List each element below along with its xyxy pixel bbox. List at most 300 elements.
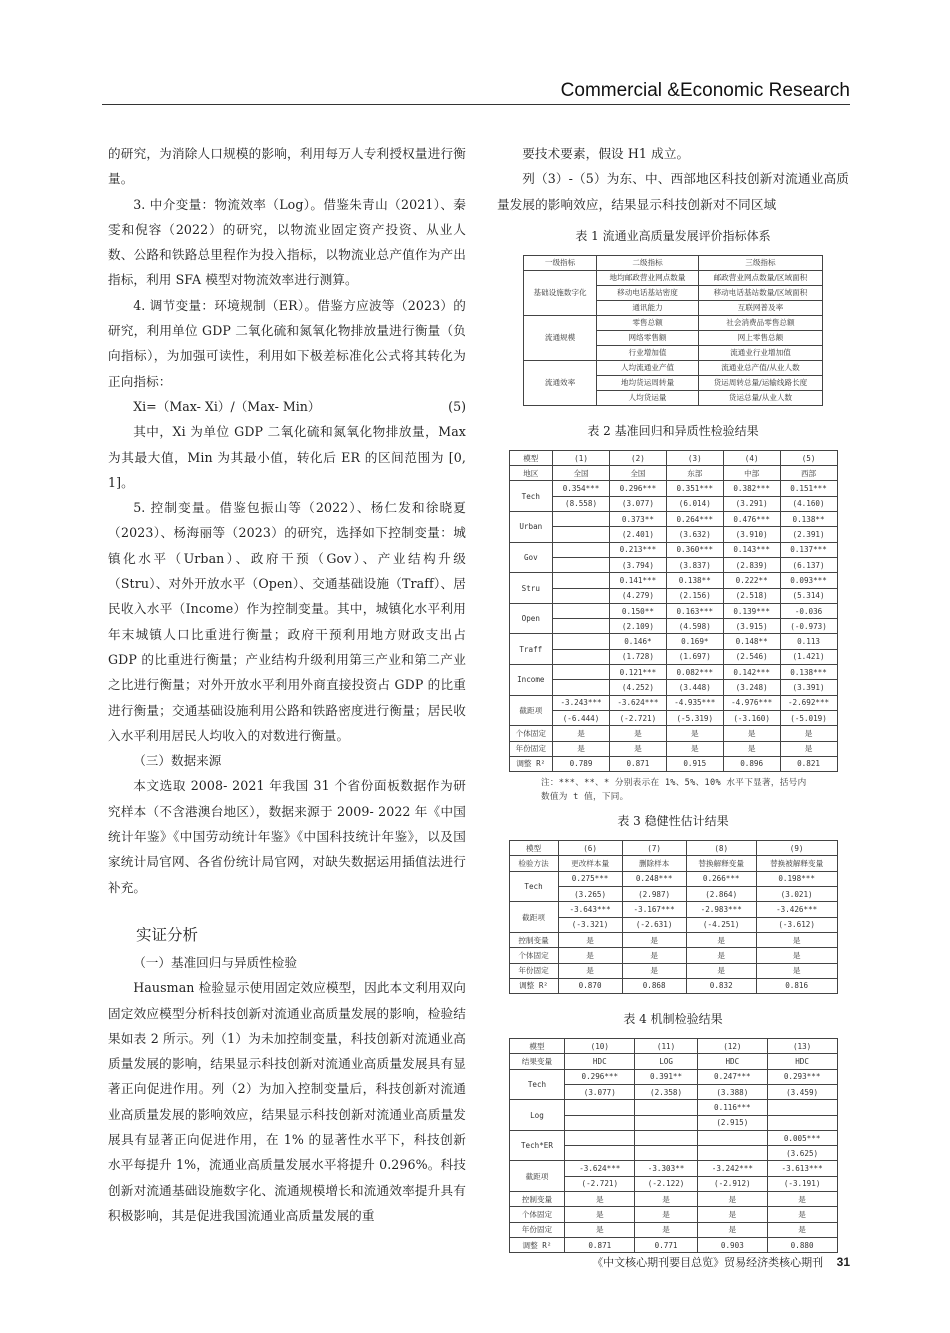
table-cell: 零售总额 [597,315,699,330]
table-cell: -3.624*** [609,695,666,710]
table-row [509,665,837,680]
table-cell [553,512,610,527]
table-cell: (3.391) [780,680,837,695]
table-cell: (-2.721) [565,1176,635,1191]
table-cell: 个体固定 [509,1207,565,1222]
table-cell: Tech*ER [509,1130,565,1161]
table-row [509,1222,837,1237]
formula-number: (5) [448,398,466,414]
table-cell [553,557,610,572]
table-row [524,270,823,285]
table-cell: 是 [609,741,666,756]
table-cell: 个体固定 [509,726,553,741]
table-cell: 是 [767,1222,837,1237]
table-cell: (3.459) [767,1084,837,1099]
table-cell: 是 [666,726,723,741]
table-row [509,573,837,588]
table-cell: 是 [780,726,837,741]
table-row [524,255,823,270]
table-row [509,1161,837,1176]
footer-text: 《中文核心期刊要目总览》贸易经济类核心期刊 [592,1256,824,1269]
table-cell: 0.360*** [666,542,723,557]
table-cell: HDC [565,1054,635,1069]
table-row [509,948,837,963]
table-cell: 流通规模 [524,315,597,360]
table-cell: 全国 [609,466,666,481]
table-cell: 邮政营业网点数量/区域面积 [698,270,822,285]
table-row [509,963,837,978]
table-cell: 是 [553,741,610,756]
table-cell: 是 [635,1207,698,1222]
table-cell: (6) [558,841,622,856]
table-cell: 地均货运周转量 [597,375,699,390]
table-cell: (1) [553,450,610,465]
paragraph: 要技术要素，假设 H1 成立。 [522,146,690,161]
table-row [509,856,837,871]
table-cell: (-2.912) [697,1176,767,1191]
table-cell: 是 [686,932,756,947]
table-cell [697,1146,767,1161]
table-cell: 0.113 [780,634,837,649]
table-cell: 互联网普及率 [698,300,822,315]
table-cell: 0.296*** [565,1069,635,1084]
table-cell: Stru [509,573,553,604]
table-cell: (-3.160) [723,710,780,725]
table-cell: 控制变量 [509,1192,565,1207]
table-cell: -3.303** [635,1161,698,1176]
table-cell: (2.401) [609,527,666,542]
table-cell: 调整 R² [509,756,553,771]
table-cell: 控制变量 [509,932,558,947]
table-cell: (-2.631) [622,917,686,932]
table-cell: LOG [635,1054,698,1069]
paragraph: 3. 中介变量：物流效率（Log）。借鉴朱青山（2021）、秦雯和倪容（2022）的研究，以物流业固定资产投资、从业人数、公路和铁路总里程作为投入指标，以物流业总产值作为产出指标，利用 SFA 模型对物流效率进行测算。 [108,196,466,288]
table4 [509,1038,838,1253]
table-cell: 网上零售总额 [698,330,822,345]
table-cell [553,603,610,618]
table-cell: 是 [767,1192,837,1207]
table-cell: -3.243*** [553,695,610,710]
journal-header: Commercial &Economic Research [560,80,850,101]
table-cell: 删除样本 [622,856,686,871]
table-cell: (3.915) [723,619,780,634]
table-cell: 0.771 [635,1237,698,1252]
table-cell: 0.169* [666,634,723,649]
table-cell: (3.910) [723,527,780,542]
table-cell: (2.987) [622,887,686,902]
table-cell: 是 [565,1192,635,1207]
table-cell: 是 [723,741,780,756]
table-cell: 是 [697,1222,767,1237]
table-cell: 0.139*** [723,603,780,618]
table2-note: 数值为 t 值，下同。 [541,792,629,803]
table-cell: (1.728) [609,649,666,664]
table-cell: Traff [509,634,553,665]
table-row [509,1069,837,1084]
table-cell: 人均流通业产值 [597,360,699,375]
table-cell: 调整 R² [509,978,558,993]
table-cell: 年份固定 [509,741,553,756]
table-row [509,649,837,664]
table-row [509,557,837,572]
table-cell: (11) [635,1039,698,1054]
table-cell: (3.625) [767,1146,837,1161]
table-cell: 0.870 [558,978,622,993]
table2 [509,450,838,772]
header-rule [102,104,850,105]
table4-caption: 表 4 机制检验结果 [623,1012,723,1027]
table-row [509,756,837,771]
table-cell: 0.391** [635,1069,698,1084]
table-cell: Income [509,665,553,696]
table-cell: (2.358) [635,1084,698,1099]
table3-caption: 表 3 稳健性估计结果 [617,814,729,829]
table-cell: 截距项 [509,902,558,933]
table-cell: (1.697) [666,649,723,664]
table-cell: 个体固定 [509,948,558,963]
table2-caption: 表 2 基准回归和异质性检验结果 [587,423,759,438]
table-cell: -3.167*** [622,902,686,917]
table-cell: 东部 [666,466,723,481]
table-cell: 0.213*** [609,542,666,557]
table1-caption: 表 1 流通业高质量发展评价指标体系 [575,228,771,243]
table-cell: 0.151*** [780,481,837,496]
table-cell: 0.137*** [780,542,837,557]
formula [108,394,466,419]
table-cell: 0.248*** [622,871,686,886]
table-cell: Tech [509,871,558,902]
table-cell: 年份固定 [509,963,558,978]
table-cell: 截距项 [509,1161,565,1192]
table-cell: HDC [697,1054,767,1069]
table-cell: 一级指标 [524,255,597,270]
table-cell: (2.391) [780,527,837,542]
table-cell: (8) [686,841,756,856]
table-cell: -3.242*** [697,1161,767,1176]
table-cell: 更改样本量 [558,856,622,871]
table-cell: 是 [723,726,780,741]
table-cell: 0.832 [686,978,756,993]
table-row [509,841,837,856]
table-cell: 中部 [723,466,780,481]
table-row [509,932,837,947]
table-cell: 是 [697,1207,767,1222]
table-cell: 是 [558,963,622,978]
table-row [509,542,837,557]
table-cell: 0.354*** [553,481,610,496]
table-cell: HDC [767,1054,837,1069]
table-cell [553,588,610,603]
table-cell: 0.247*** [697,1069,767,1084]
table-cell: 是 [697,1192,767,1207]
table-cell: (12) [697,1039,767,1054]
table-cell: (-2.721) [609,710,666,725]
section-title: 实证分析 [136,925,199,944]
table-cell: 是 [609,726,666,741]
table-cell: 0.266*** [686,871,756,886]
table-row [509,1207,837,1222]
table-cell [767,1115,837,1130]
table-cell: (4.279) [609,588,666,603]
table-cell: (2.839) [723,557,780,572]
table-row [509,496,837,511]
table-cell: 全国 [553,466,610,481]
footer [500,1254,850,1270]
table3 [509,840,838,994]
table-cell: 0.116*** [697,1100,767,1115]
table-cell: (4) [723,450,780,465]
formula-text: Xi=（Max- Xi）/（Max- Min） [133,398,321,414]
table-cell: 0.143*** [723,542,780,557]
table-cell: 模型 [509,841,558,856]
table-cell: (2.546) [723,649,780,664]
table-cell: 网络零售额 [597,330,699,345]
table-row [509,619,837,634]
table-cell: (2.518) [723,588,780,603]
table-cell: 是 [756,948,837,963]
table-cell: 0.138*** [780,665,837,680]
table-cell: 0.816 [756,978,837,993]
table-cell: -3.624*** [565,1161,635,1176]
table-cell: 0.351*** [666,481,723,496]
paragraph: 的研究，为消除人口规模的影响，利用每万人专利授权量进行衡量。 [108,146,466,187]
table-cell: 替换解释变量 [686,856,756,871]
table-cell: 货运总量/从业人数 [698,390,822,405]
table-cell: 流通业行业增加值 [698,345,822,360]
table-row [509,1100,837,1115]
table-cell: 0.138** [666,573,723,588]
table-cell: 0.821 [780,756,837,771]
table-cell: (4.252) [609,680,666,695]
table-cell: 移动电话基站密度 [597,285,699,300]
table-cell [553,542,610,557]
table-cell: 0.198*** [756,871,837,886]
table-row [524,315,823,330]
table-cell: (3) [666,450,723,465]
table-cell: 0.476*** [723,512,780,527]
table-cell: 是 [780,741,837,756]
table-row [509,726,837,741]
table-cell: (3.388) [697,1084,767,1099]
table-row [509,1192,837,1207]
table-cell: (-4.251) [686,917,756,932]
table-cell: (9) [756,841,837,856]
table-cell: 是 [666,741,723,756]
table-cell: Tech [509,481,553,512]
table1 [523,255,823,406]
table-cell: 0.880 [767,1237,837,1252]
table-cell: 三级指标 [698,255,822,270]
table-cell: Open [509,603,553,634]
table-row [509,741,837,756]
table-cell: 检验方法 [509,856,558,871]
table-cell [697,1130,767,1145]
table-cell: 0.148** [723,634,780,649]
table-cell: 截距项 [509,695,553,726]
table-cell: (-0.973) [780,619,837,634]
table-cell: (-3.612) [756,917,837,932]
table-cell: (2) [609,450,666,465]
table-cell: 0.222** [723,573,780,588]
table-row [509,603,837,618]
table-cell: (-3.321) [558,917,622,932]
table-cell: 是 [756,963,837,978]
table-cell: 0.915 [666,756,723,771]
table-cell [635,1115,698,1130]
table-cell: 年份固定 [509,1222,565,1237]
table-cell: 通讯能力 [597,300,699,315]
table-cell: 是 [756,932,837,947]
table-cell [635,1130,698,1145]
table-row [509,871,837,886]
table-cell: (-6.444) [553,710,610,725]
table-cell: 0.138** [780,512,837,527]
table-cell: 是 [553,726,610,741]
table-cell: (-5.019) [780,710,837,725]
table-cell: (6.014) [666,496,723,511]
table-cell: (10) [565,1039,635,1054]
table-cell: 是 [622,948,686,963]
table-cell: -4.976*** [723,695,780,710]
table-cell: 0.896 [723,756,780,771]
table-cell: 0.163*** [666,603,723,618]
left-column [108,141,466,1228]
table-cell: (3.291) [723,496,780,511]
table-row [509,1130,837,1145]
table-cell: 是 [767,1207,837,1222]
table-cell: 模型 [509,450,553,465]
table-row [524,360,823,375]
table-row [509,710,837,725]
table-cell [553,527,610,542]
table-cell: -3.613*** [767,1161,837,1176]
table-cell: 地区 [509,466,553,481]
table-cell: (5.314) [780,588,837,603]
table-cell: 西部 [780,466,837,481]
table-cell: (3.077) [565,1084,635,1099]
table-cell: 0.005*** [767,1130,837,1145]
table-row [509,1054,837,1069]
table-row [509,1237,837,1252]
table-cell: 替换被解释变量 [756,856,837,871]
table-cell: 0.121*** [609,665,666,680]
table-cell [565,1130,635,1145]
table-cell [553,665,610,680]
table-cell: 是 [558,948,622,963]
table-row [509,450,837,465]
table-cell: -2.983*** [686,902,756,917]
table-cell: 0.142*** [723,665,780,680]
table-cell: -3.643*** [558,902,622,917]
table-cell: 基础设施数字化 [524,270,597,315]
paragraph: 其中，Xi 为单位 GDP 二氧化硫和氮氧化物排放量，Max 为其最大值，Min 为其最小值，转化后 ER 的区间范围为 [0, 1]。 [108,424,466,490]
table-row [509,1039,837,1054]
table-cell: (5) [780,450,837,465]
table-cell: (2.109) [609,619,666,634]
table-cell: (2.156) [666,588,723,603]
table-cell: Gov [509,542,553,573]
table-cell [767,1100,837,1115]
table-cell: 0.141*** [609,573,666,588]
page-number: 31 [836,1255,850,1269]
table-cell: 移动电话基站数量/区域面积 [698,285,822,300]
table-cell: -2.692*** [780,695,837,710]
table-cell: (2.915) [697,1115,767,1130]
table-row [509,634,837,649]
table-cell: 是 [558,932,622,947]
table-cell: Log [509,1100,565,1131]
table-cell: 0.789 [553,756,610,771]
table-cell: (3.021) [756,887,837,902]
table-row [509,902,837,917]
table-cell: 模型 [509,1039,565,1054]
right-column [497,141,849,1253]
table-cell: 是 [635,1222,698,1237]
table-cell: (3.077) [609,496,666,511]
table-row [509,978,837,993]
table-cell [553,649,610,664]
table-cell: (2.864) [686,887,756,902]
table-cell: (-2.122) [635,1176,698,1191]
paragraph: 列（3）-（5）为东、中、西部地区科技创新对流通业高质量发展的影响效应，结果显示科技创新对不同区域 [497,171,849,212]
table-cell: 0.296*** [609,481,666,496]
paragraph: 本文选取 2008- 2021 年我国 31 个省份面板数据作为研究样本（不含港澳台地区），数据来源于 2009- 2022 年《中国统计年鉴》《中国劳动统计年鉴》《中国科技统计年鉴》，以及国家统计局官网、各省份统计局官网，对缺失数据运用插值法进行补充。 [108,778,466,895]
table-cell: 是 [622,932,686,947]
table-cell: (1.421) [780,649,837,664]
table-cell: 0.868 [622,978,686,993]
table-row [509,917,837,932]
paragraph: 4. 调节变量：环境规制（ER）。借鉴方应波等（2023）的研究，利用单位 GDP 二氧化硫和氮氧化物排放量进行衡量（负向指标），为加强可读性，利用如下极差标准化公式将其转化为正向指标： [108,297,466,389]
table-cell [565,1115,635,1130]
table-cell: 调整 R² [509,1237,565,1252]
table-cell: (-3.191) [767,1176,837,1191]
table-cell: 0.275*** [558,871,622,886]
table-cell: (6.137) [780,557,837,572]
table-cell [553,634,610,649]
table-cell [553,573,610,588]
table-cell: (4.160) [780,496,837,511]
table-cell: 是 [622,963,686,978]
table-row [509,680,837,695]
table-cell: 0.082*** [666,665,723,680]
table-cell: 二级指标 [597,255,699,270]
table-cell: (4.598) [666,619,723,634]
paragraph: 5. 控制变量。借鉴包振山等（2022）、杨仁发和徐晓夏（2023）、杨海丽等（2023）的研究，选择如下控制变量：城镇化水平（Urban）、政府干预（Gov）、产业结构升级（Stru）、对外开放水平（Open）、交通基础设施（Traff）、居民收入水平（Income）作为控制变量。其中，城镇化水平利用年末城镇人口比重进行衡量；政府干预利用地方财政支出占 GDP 的比重进行衡量；产业结构升级利用第三产业和第二产业之比进行衡量；对外开放水平利用外商直接投资占 GDP 的比重进行衡量；交通基础设施利用公路和铁路密度进行衡量；居民收入水平利用居民人均收入的对数进行衡量。 [108,500,466,743]
table-cell [565,1100,635,1115]
table-cell: 0.264*** [666,512,723,527]
table-cell: Urban [509,512,553,543]
table-cell: 0.146* [609,634,666,649]
table-cell: 货运周转总量/运输线路长度 [698,375,822,390]
table-row [509,527,837,542]
table-cell: 0.373** [609,512,666,527]
table-cell: 0.871 [609,756,666,771]
paragraph: Hausman 检验显示使用固定效应模型，因此本文利用双向固定效应模型分析科技创新对流通业高质量发展的影响，检验结果如表 2 所示。列（1）为未加控制变量，科技创新对流通业高质量发展的影响，结果显示科技创新对流通业高质量发展具有显著正向促进作用。列（2）为加入控制变量后，科技创新对流通业高质量发展的影响效应，结果显示科技创新对流通业高质量发展具有显著正向促进作用，在 1% 的显著性水平下，科技创新水平每提升 1%，流通业高质量发展水平将提升 0.296%。科技创新对流通基础设施数字化、流通规模增长和流通效率提升具有积极影响，其是促进我国流通业高质量发展的重 [108,980,466,1223]
table-cell: (3.448) [666,680,723,695]
table-cell: 流通业总产值/从业人数 [698,360,822,375]
table-cell: 行业增加值 [597,345,699,360]
table-cell: 社会消费品零售总额 [698,315,822,330]
table-cell: Tech [509,1069,565,1100]
table-row [509,466,837,481]
table-cell: (7) [622,841,686,856]
table-cell: 0.382*** [723,481,780,496]
table-cell: (3.632) [666,527,723,542]
table-cell: 0.871 [565,1237,635,1252]
table-row [509,695,837,710]
table-cell [635,1146,698,1161]
table-cell: (3.248) [723,680,780,695]
